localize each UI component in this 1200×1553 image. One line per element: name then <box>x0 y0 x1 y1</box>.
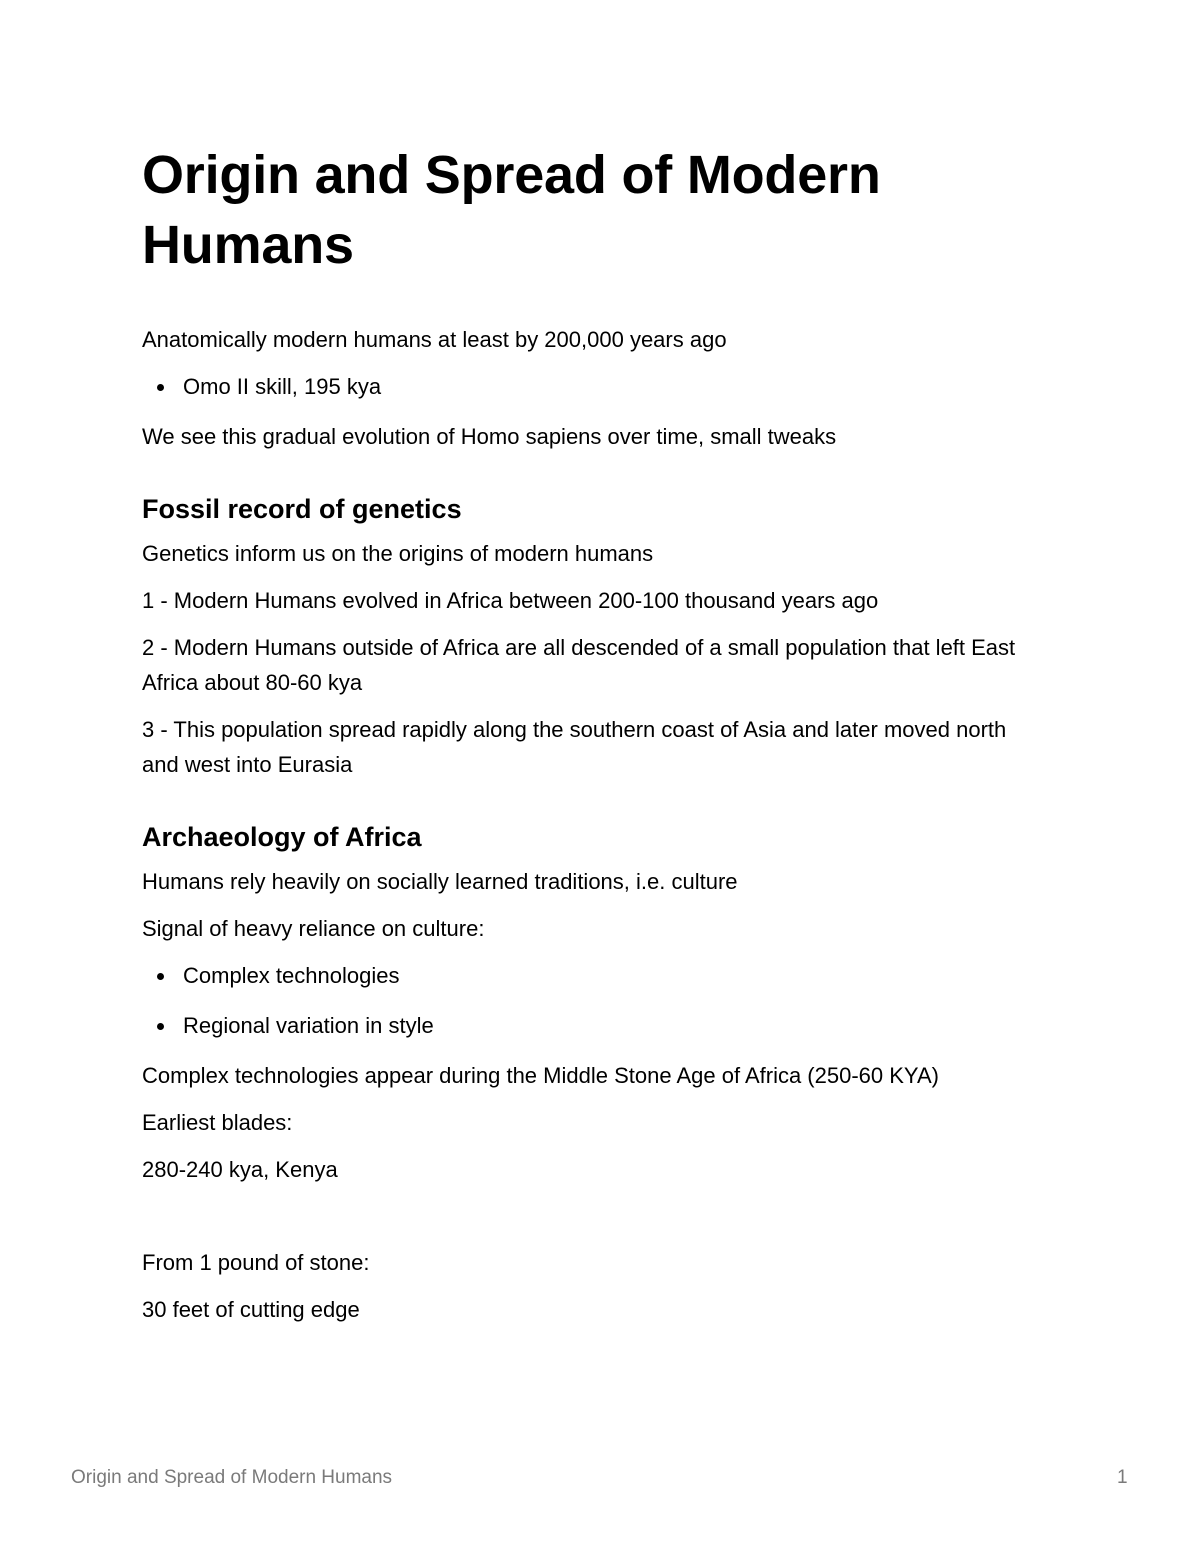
section-heading-archaeology: Archaeology of Africa <box>142 822 422 852</box>
list-item-text: Omo II skill, 195 kya <box>183 374 382 399</box>
section2-paragraph: Earliest blades: <box>142 1110 293 1135</box>
section1-paragraph: Genetics inform us on the origins of modern humans <box>142 541 654 566</box>
bullet-icon <box>157 973 164 980</box>
section1-paragraph: 3 - This population spread rapidly along the southern coast of Asia and later moved north and west into Eurasia <box>142 717 1007 777</box>
bullet-icon <box>157 384 164 391</box>
footer-page-number: 1 <box>1117 1467 1128 1488</box>
section2-paragraph: From 1 pound of stone: <box>142 1250 370 1275</box>
page-title: Origin and Spread of Modern Humans <box>142 145 881 275</box>
intro-bullet-list <box>142 369 1042 404</box>
intro-paragraph-2: We see this gradual evolution of Homo sapiens over time, small tweaks <box>142 424 837 449</box>
footer-document-title: Origin and Spread of Modern Humans <box>71 1467 393 1488</box>
section2-paragraph: Signal of heavy reliance on culture: <box>142 916 485 941</box>
list-item <box>142 369 1042 404</box>
section2-paragraph: 280-240 kya, Kenya <box>142 1157 338 1182</box>
list-item-text: Regional variation in style <box>183 1013 434 1038</box>
list-item <box>142 1008 1042 1043</box>
intro-paragraph: Anatomically modern humans at least by 200,000 years ago <box>142 327 727 352</box>
culture-bullet-list <box>142 958 1042 1043</box>
bullet-icon <box>157 1023 164 1030</box>
section2-paragraph: Complex technologies appear during the Middle Stone Age of Africa (250-60 KYA) <box>142 1063 939 1088</box>
section1-paragraph: 2 - Modern Humans outside of Africa are all descended of a small population that left East Africa about 80-60 kya <box>142 635 1016 695</box>
section2-paragraph: 30 feet of cutting edge <box>142 1297 360 1322</box>
section1-paragraph: 1 - Modern Humans evolved in Africa between 200-100 thousand years ago <box>142 588 879 613</box>
document-body <box>142 140 1042 1339</box>
section-heading-genetics: Fossil record of genetics <box>142 494 462 524</box>
list-item-text: Complex technologies <box>183 963 400 988</box>
list-item <box>142 958 1042 993</box>
section2-paragraph: Humans rely heavily on socially learned traditions, i.e. culture <box>142 869 738 894</box>
